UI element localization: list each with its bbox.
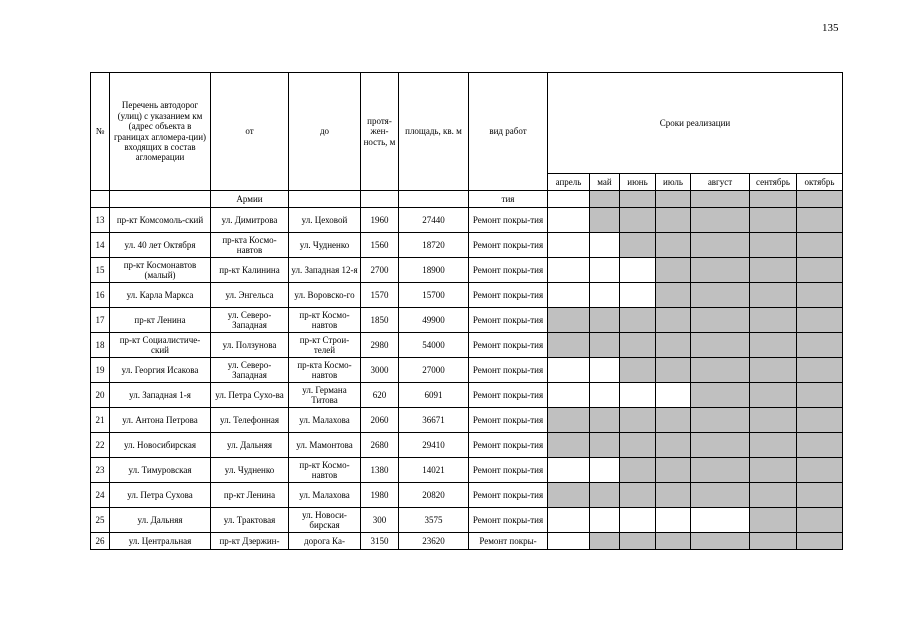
road-from: пр-кт Ленина (211, 483, 289, 508)
schedule-cell-active (656, 308, 691, 333)
table-row (91, 233, 843, 258)
schedule-cell-active (750, 483, 797, 508)
schedule-cell-active (656, 208, 691, 233)
road-name: ул. Дальняя (110, 508, 211, 533)
road-name: пр-кт Ленина (110, 308, 211, 333)
road-name: пр-кт Космонавтов (малый) (110, 258, 211, 283)
work-type: Ремонт покры-тия (469, 408, 548, 433)
header-work: вид работ (469, 73, 548, 191)
row-number: 15 (91, 258, 110, 283)
schedule-cell (548, 283, 590, 308)
schedule-cell (548, 358, 590, 383)
schedule-cell-active (620, 533, 656, 550)
road-from: ул. Телефонная (211, 408, 289, 433)
road-length: 2980 (361, 333, 399, 358)
table-row (91, 333, 843, 358)
road-area: 6091 (399, 383, 469, 408)
road-to: ул. Воровско-го (289, 283, 361, 308)
header-from: от (211, 73, 289, 191)
schedule-cell-active (620, 358, 656, 383)
schedule-cell (620, 283, 656, 308)
schedule-cell-active (750, 208, 797, 233)
road-from: пр-кт Калинина (211, 258, 289, 283)
work-type: Ремонт покры-тия (469, 333, 548, 358)
road-from: ул. Северо-Западная (211, 358, 289, 383)
month-header: сентябрь (750, 174, 797, 191)
schedule-cell (590, 458, 620, 483)
row-number: 13 (91, 208, 110, 233)
road-from: ул. Димитрова (211, 208, 289, 233)
schedule-cell (548, 208, 590, 233)
road-to: ул. Малахова (289, 408, 361, 433)
row-number: 17 (91, 308, 110, 333)
schedule-cell-active (797, 233, 843, 258)
table-row (91, 458, 843, 483)
schedule-cell (656, 508, 691, 533)
schedule-cell-active (590, 208, 620, 233)
road-length: 1570 (361, 283, 399, 308)
work-type: Ремонт покры-тия (469, 258, 548, 283)
schedule-cell-active (590, 483, 620, 508)
road-length: 620 (361, 383, 399, 408)
road-name: ул. Тимуровская (110, 458, 211, 483)
schedule-cell-active (656, 333, 691, 358)
schedule-cell-active (750, 308, 797, 333)
row-number: 24 (91, 483, 110, 508)
header-area: площадь, кв. м (399, 73, 469, 191)
road-to: ул. Новоси-бирская (289, 508, 361, 533)
schedule-cell (590, 508, 620, 533)
road-from: ул. Петра Сухо-ва (211, 383, 289, 408)
row-number: 26 (91, 533, 110, 550)
schedule-cell (691, 508, 750, 533)
header-schedule: Сроки реализации (548, 73, 843, 174)
road-area: 15700 (399, 283, 469, 308)
schedule-cell-active (656, 533, 691, 550)
table-row (91, 258, 843, 283)
schedule-cell (590, 283, 620, 308)
road-to: дорога Ка- (289, 533, 361, 550)
road-area: 49900 (399, 308, 469, 333)
road-area: 27440 (399, 208, 469, 233)
road-name: ул. Карла Маркса (110, 283, 211, 308)
road-length: 2060 (361, 408, 399, 433)
road-length: 2700 (361, 258, 399, 283)
schedule-cell-active (590, 308, 620, 333)
schedule-cell-active (797, 258, 843, 283)
road-length: 3000 (361, 358, 399, 383)
work-type: Ремонт покры-тия (469, 358, 548, 383)
schedule-cell-active (656, 458, 691, 483)
schedule-cell-active (691, 433, 750, 458)
schedule-cell (656, 383, 691, 408)
schedule-cell (548, 383, 590, 408)
schedule-cell (548, 458, 590, 483)
schedule-cell-active (797, 408, 843, 433)
schedule-cell-active (620, 308, 656, 333)
road-from: пр-кт Дзержин- (211, 533, 289, 550)
table-row (91, 208, 843, 233)
schedule-cell-active (620, 483, 656, 508)
schedule-cell-active (797, 433, 843, 458)
schedule-cell-active (548, 433, 590, 458)
continuation-from: Армии (211, 191, 289, 208)
road-name: ул. Петра Сухова (110, 483, 211, 508)
schedule-cell-active (797, 458, 843, 483)
schedule-cell (620, 258, 656, 283)
road-length: 300 (361, 508, 399, 533)
schedule-cell (548, 233, 590, 258)
table-row (91, 358, 843, 383)
schedule-cell-active (620, 208, 656, 233)
schedule-cell-active (691, 283, 750, 308)
schedule-cell (590, 233, 620, 258)
road-name: ул. Центральная (110, 533, 211, 550)
road-area: 23620 (399, 533, 469, 550)
road-from: ул. Северо-Западная (211, 308, 289, 333)
row-number: 25 (91, 508, 110, 533)
schedule-cell-active (620, 233, 656, 258)
schedule-cell-active (750, 383, 797, 408)
schedule-cell-active (797, 533, 843, 550)
schedule-cell-active (691, 458, 750, 483)
road-to: ул. Малахова (289, 483, 361, 508)
road-length: 3150 (361, 533, 399, 550)
schedule-cell-active (691, 208, 750, 233)
schedule-cell-active (590, 408, 620, 433)
road-to: пр-кт Космо-навтов (289, 458, 361, 483)
schedule-cell-active (691, 483, 750, 508)
schedule-cell (590, 258, 620, 283)
road-name: пр-кт Комсомоль-ский (110, 208, 211, 233)
schedule-cell-active (797, 358, 843, 383)
road-length: 1560 (361, 233, 399, 258)
schedule-cell-active (750, 258, 797, 283)
schedule-cell (548, 508, 590, 533)
road-length: 1980 (361, 483, 399, 508)
road-name: ул. Новосибирская (110, 433, 211, 458)
road-to: пр-кт Строи-телей (289, 333, 361, 358)
road-name: ул. 40 лет Октября (110, 233, 211, 258)
schedule-cell-active (797, 383, 843, 408)
table-row (91, 433, 843, 458)
road-from: ул. Энгельса (211, 283, 289, 308)
row-number: 22 (91, 433, 110, 458)
page-number: 135 (822, 22, 839, 34)
schedule-cell (548, 258, 590, 283)
road-length: 1960 (361, 208, 399, 233)
schedule-cell-active (548, 308, 590, 333)
schedule-cell (620, 508, 656, 533)
schedule-cell-active (656, 233, 691, 258)
schedule-cell-active (750, 433, 797, 458)
road-area: 27000 (399, 358, 469, 383)
table-row (91, 383, 843, 408)
work-type: Ремонт покры-тия (469, 433, 548, 458)
schedule-cell-active (620, 433, 656, 458)
work-type: Ремонт покры-тия (469, 383, 548, 408)
continuation-work: тия (469, 191, 548, 208)
schedule-cell-active (691, 358, 750, 383)
schedule-cell-active (750, 333, 797, 358)
schedule-cell-active (797, 208, 843, 233)
schedule-cell-active (548, 333, 590, 358)
schedule-cell-active (656, 283, 691, 308)
schedule-cell-active (750, 283, 797, 308)
road-length: 2680 (361, 433, 399, 458)
row-number: 21 (91, 408, 110, 433)
row-number: 19 (91, 358, 110, 383)
road-to: ул. Чудненко (289, 233, 361, 258)
month-header: август (691, 174, 750, 191)
road-to: ул. Германа Титова (289, 383, 361, 408)
schedule-cell-active (620, 333, 656, 358)
road-name: ул. Западная 1-я (110, 383, 211, 408)
schedule-cell (590, 383, 620, 408)
road-name: ул. Георгия Исакова (110, 358, 211, 383)
schedule-cell-active (691, 408, 750, 433)
header-roads: Перечень автодорог (улиц) с указанием км (адрес объекта в границах агломера-ции) входящих в состав агломерации (110, 73, 211, 191)
work-type: Ремонт покры-тия (469, 458, 548, 483)
schedule-cell-active (590, 333, 620, 358)
schedule-cell-active (750, 233, 797, 258)
row-number: 14 (91, 233, 110, 258)
work-type: Ремонт покры-тия (469, 233, 548, 258)
schedule-cell-active (548, 483, 590, 508)
schedule-cell-active (691, 233, 750, 258)
header-no: № (91, 73, 110, 191)
road-to: пр-кт Космо-навтов (289, 308, 361, 333)
table-row (91, 408, 843, 433)
work-type: Ремонт покры-тия (469, 483, 548, 508)
schedule-cell-active (656, 358, 691, 383)
road-from: ул. Трактовая (211, 508, 289, 533)
schedule-cell (590, 358, 620, 383)
road-area: 18900 (399, 258, 469, 283)
schedule-cell-active (691, 333, 750, 358)
road-area: 14021 (399, 458, 469, 483)
schedule-cell-active (548, 408, 590, 433)
row-number: 18 (91, 333, 110, 358)
schedule-cell (620, 383, 656, 408)
table-row (91, 283, 843, 308)
schedule-cell-active (797, 308, 843, 333)
schedule-cell-active (691, 533, 750, 550)
schedule-cell-active (620, 458, 656, 483)
row-number: 16 (91, 283, 110, 308)
schedule-cell-active (750, 458, 797, 483)
schedule-cell-active (691, 383, 750, 408)
work-type: Ремонт покры-тия (469, 308, 548, 333)
month-header: октябрь (797, 174, 843, 191)
road-area: 18720 (399, 233, 469, 258)
row-number: 23 (91, 458, 110, 483)
road-area: 36671 (399, 408, 469, 433)
schedule-cell-active (656, 258, 691, 283)
schedule-cell-active (656, 408, 691, 433)
work-type: Ремонт покры- (469, 533, 548, 550)
schedule-cell-active (797, 333, 843, 358)
road-area: 3575 (399, 508, 469, 533)
schedule-cell-active (750, 358, 797, 383)
schedule-cell-active (750, 408, 797, 433)
schedule-cell-active (797, 483, 843, 508)
road-to: ул. Цеховой (289, 208, 361, 233)
schedule-cell-active (590, 533, 620, 550)
month-header: июль (656, 174, 691, 191)
road-area: 20820 (399, 483, 469, 508)
road-name: пр-кт Социалистиче-ский (110, 333, 211, 358)
road-from: пр-кта Космо-навтов (211, 233, 289, 258)
schedule-cell (548, 533, 590, 550)
month-header: июнь (620, 174, 656, 191)
header-to: до (289, 73, 361, 191)
row-number: 20 (91, 383, 110, 408)
schedule-cell-active (691, 258, 750, 283)
road-name: ул. Антона Петрова (110, 408, 211, 433)
road-length: 1380 (361, 458, 399, 483)
road-to: пр-кта Космо-навтов (289, 358, 361, 383)
table-row (91, 533, 843, 550)
schedule-cell-active (590, 433, 620, 458)
continuation-row (91, 191, 843, 208)
road-area: 54000 (399, 333, 469, 358)
month-header: апрель (548, 174, 590, 191)
work-type: Ремонт покры-тия (469, 283, 548, 308)
road-to: ул. Западная 12-я (289, 258, 361, 283)
road-to: ул. Мамонтова (289, 433, 361, 458)
table-row (91, 308, 843, 333)
table-row (91, 483, 843, 508)
work-type: Ремонт покры-тия (469, 208, 548, 233)
road-from: ул. Чудненко (211, 458, 289, 483)
header-length: протя-жен-ность, м (361, 73, 399, 191)
schedule-cell-active (750, 533, 797, 550)
schedule-cell-active (620, 408, 656, 433)
schedule-cell-active (797, 283, 843, 308)
road-length: 1850 (361, 308, 399, 333)
roads-table (90, 72, 843, 550)
schedule-cell-active (797, 508, 843, 533)
schedule-cell-active (656, 483, 691, 508)
schedule-cell-active (750, 508, 797, 533)
table-row (91, 508, 843, 533)
road-from: ул. Дальняя (211, 433, 289, 458)
schedule-cell-active (656, 433, 691, 458)
schedule-cell-active (691, 308, 750, 333)
road-from: ул. Ползунова (211, 333, 289, 358)
work-type: Ремонт покры-тия (469, 508, 548, 533)
month-header: май (590, 174, 620, 191)
road-area: 29410 (399, 433, 469, 458)
